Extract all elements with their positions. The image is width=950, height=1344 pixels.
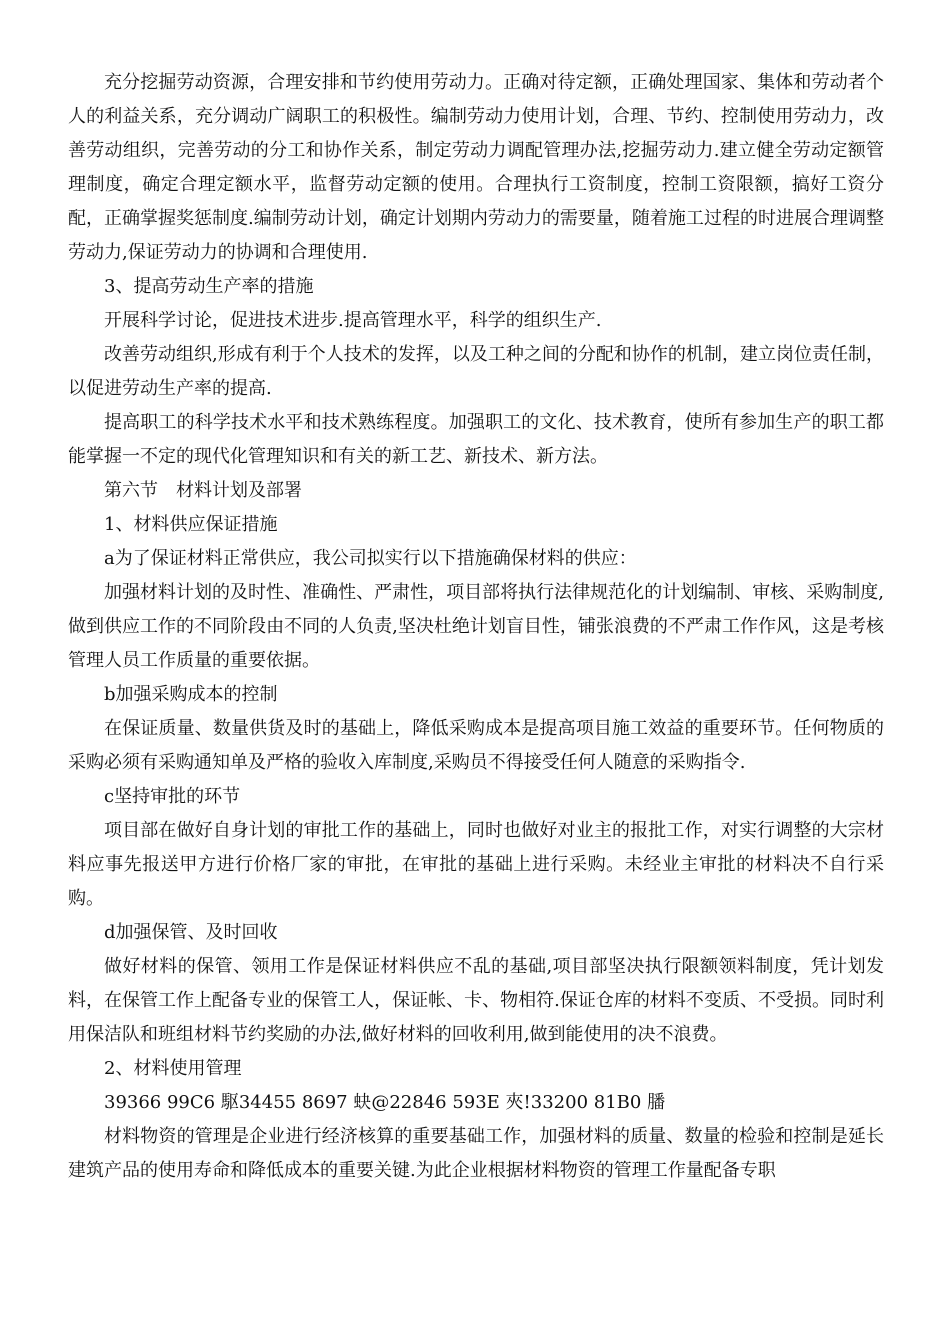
document-body bbox=[68, 66, 884, 1188]
paragraph: 做好材料的保管、领用工作是保证材料供应不乱的基础,项目部坚决执行限额领料制度，凭计划发料，在保管工作上配备专业的保管工人，保证帐、卡、物相符.保证仓库的材料不变质、不受损。同时利用保洁队和班组材料节约奖励的办法,做好材料的回收利用,做到能使用的决不浪费。 bbox=[68, 956, 884, 1045]
section-heading: 3、提高劳动生产率的措施 bbox=[104, 276, 314, 297]
section-heading: c坚持审批的环节 bbox=[104, 786, 241, 807]
section-heading: a为了保证材料正常供应，我公司拟实行以下措施确保材料的供应： bbox=[104, 548, 637, 569]
paragraph: 改善劳动组织,形成有利于个人技术的发挥，以及工种之间的分配和协作的机制，建立岗位责任制，以促进劳动生产率的提高. bbox=[68, 344, 884, 399]
paragraph: 开展科学讨论，促进技术进步.提高管理水平，科学的组织生产. bbox=[104, 310, 602, 331]
section-heading: 2、材料使用管理 bbox=[104, 1058, 242, 1079]
section-heading: b加强采购成本的控制 bbox=[104, 684, 278, 705]
paragraph: 加强材料计划的及时性、准确性、严肃性，项目部将执行法律规范化的计划编制、审核、采购制度,做到供应工作的不同阶段由不同的人负责,坚决杜绝计划盲目性，铺张浪费的不严肃工作作风，这是考核管理人员工作质量的重要依据。 bbox=[68, 582, 884, 671]
paragraph: 项目部在做好自身计划的审批工作的基础上，同时也做好对业主的报批工作，对实行调整的大宗材料应事先报送甲方进行价格厂家的审批，在审批的基础上进行采购。未经业主审批的材料决不自行采购。 bbox=[68, 820, 884, 909]
paragraph: 材料物资的管理是企业进行经济核算的重要基础工作，加强材料的质量、数量的检验和控制是延长建筑产品的使用寿命和降低成本的重要关键.为此企业根据材料物资的管理工作量配备专职 bbox=[68, 1126, 884, 1181]
section-heading: 1、材料供应保证措施 bbox=[104, 514, 278, 535]
section-heading: 第六节 材料计划及部署 bbox=[104, 480, 302, 501]
paragraph: 充分挖掘劳动资源，合理安排和节约使用劳动力。正确对待定额，正确处理国家、集体和劳动者个人的利益关系，充分调动广阔职工的积极性。编制劳动力使用计划，合理、节约、控制使用劳动力，改善劳动组织，完善劳动的分工和协作关系，制定劳动力调配管理办法,挖掘劳动力.建立健全劳动定额管理制度，确定合理定额水平，监督劳动定额的使用。合理执行工资制度，控制工资限额，搞好工资分配，正确掌握奖惩制度.编制劳动计划，确定计划期内劳动力的需要量，随着施工过程的时进展合理调整劳动力,保证劳动力的协调和合理使用. bbox=[68, 72, 884, 263]
section-heading: d加强保管、及时回收 bbox=[104, 922, 278, 943]
encoded-text-line: 39366 99C6 駆34455 8697 蚗@22846 593E 夾!33200 81B0 膰 bbox=[104, 1092, 666, 1113]
paragraph: 提高职工的科学技术水平和技术熟练程度。加强职工的文化、技术教育，使所有参加生产的职工都能掌握一不定的现代化管理知识和有关的新工艺、新技术、新方法。 bbox=[68, 412, 884, 467]
paragraph: 在保证质量、数量供货及时的基础上，降低采购成本是提高项目施工效益的重要环节。任何物质的采购必须有采购通知单及严格的验收入库制度,采购员不得接受任何人随意的采购指令. bbox=[68, 718, 884, 773]
